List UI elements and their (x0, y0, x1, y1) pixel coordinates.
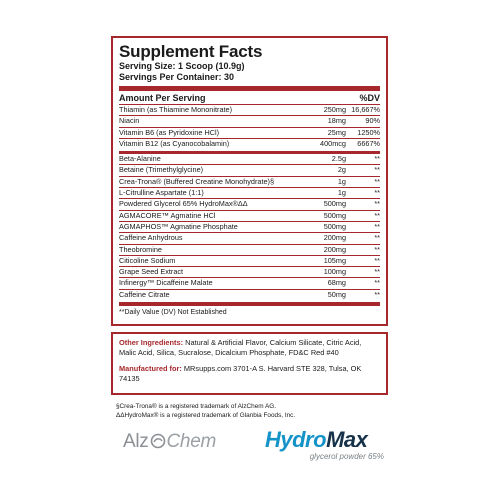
row-dv: ** (374, 244, 380, 254)
row-dv: 90% (365, 116, 380, 126)
row-dv: ** (374, 233, 380, 243)
facts-row (119, 289, 380, 300)
facts-row (119, 210, 380, 221)
facts-row (119, 221, 380, 232)
row-amount: 200mg (323, 244, 346, 254)
row-name: Beta-Alanine (119, 154, 161, 164)
row-name: Theobromine (119, 244, 162, 254)
facts-row (119, 104, 380, 115)
row-name: Niacin (119, 116, 140, 126)
row-amount: 50mg (327, 289, 346, 299)
other-ingredients-panel (111, 332, 388, 395)
facts-row (119, 266, 380, 277)
row-dv: 16,667% (351, 105, 380, 114)
row-name: Betaine (Trimethylglycine) (119, 165, 204, 175)
facts-row (119, 138, 380, 149)
trademark-notes (116, 402, 396, 420)
row-dv: ** (374, 221, 380, 231)
other-ingredients-label: Other Ingredients: (119, 338, 184, 347)
row-name: Grape Seed Extract (119, 267, 184, 277)
row-dv: ** (374, 210, 380, 220)
row-dv: 1250% (357, 127, 380, 137)
row-dv: ** (374, 289, 380, 299)
row-dv: ** (374, 165, 380, 175)
row-amount: 25mg (327, 127, 346, 137)
row-amount: 2.5g (331, 154, 346, 164)
row-dv: ** (374, 278, 380, 288)
row-name: Caffeine Anhydrous (119, 233, 183, 243)
row-amount: 500mg (323, 221, 346, 231)
row-name: AGMAPHOS™ Agmatine Phosphate (119, 221, 238, 231)
row-amount: 400mcg (320, 138, 346, 148)
row-name: Citicoline Sodium (119, 255, 176, 265)
row-name: Vitamin B6 (as Pyridoxine HCl) (119, 127, 220, 137)
amount-header: Amount Per Serving (119, 93, 206, 103)
row-name: Crea-Trona® (Buffered Creatine Monohydrate)§ (119, 176, 275, 186)
facts-row (119, 164, 380, 175)
alzchem-swirl-icon (150, 433, 166, 449)
facts-row (119, 244, 380, 255)
row-amount: 18mg (327, 116, 346, 126)
thick-divider (119, 86, 380, 91)
row-dv: ** (374, 255, 380, 265)
trademark-note-hydromax: ΔΔHydroMax® is a registered trademark of Glanbia Foods, Inc. (116, 412, 296, 419)
row-dv: ** (374, 188, 380, 198)
ingredient-list (119, 154, 380, 300)
facts-row (119, 255, 380, 266)
serving-size: Serving Size: 1 Scoop (10.9g) (119, 61, 245, 71)
row-amount: 500mg (323, 210, 346, 220)
trademark-note-creatrona: §Crea-Trona® is a registered trademark of AlzChem AG. (116, 403, 277, 410)
row-name: Thiamin (as Thiamine Mononitrate) (119, 105, 233, 114)
manufacturer-label: Manufactured for: (119, 363, 182, 373)
row-dv: ** (374, 154, 380, 164)
row-dv: ** (374, 176, 380, 186)
row-amount: 1g (337, 176, 346, 186)
facts-row (119, 127, 380, 138)
row-name: Powdered Glycerol 65% HydroMax®ΔΔ (119, 199, 248, 209)
hydromax-logo (265, 428, 390, 461)
facts-row (119, 277, 380, 288)
row-dv: 6667% (357, 138, 380, 148)
row-name: L-Citrulline Aspartate (1:1) (119, 188, 204, 198)
row-name: Vitamin B12 (as Cyanocobalamin) (119, 138, 230, 148)
facts-row (119, 198, 380, 209)
row-amount: 1g (337, 188, 346, 198)
row-amount: 250mg (323, 105, 346, 114)
other-ingredients (119, 338, 380, 359)
facts-row (119, 115, 380, 126)
other-ingredients-text: Natural & Artificial Flavor, Calcium Silicate, Citric Acid, Malic Acid, Silica, Sucralose, Dicalcium Phosphate, FD&C Red #40 (119, 338, 362, 358)
row-amount: 100mg (323, 267, 346, 277)
hydromax-subtitle: glycerol powder 65% (309, 452, 384, 461)
facts-row (119, 232, 380, 243)
row-amount: 68mg (327, 278, 346, 288)
row-amount: 200mg (323, 233, 346, 243)
manufacturer-text: MRsupps.com 3701-A S. Harvard STE 328, Tulsa, OK 74135 (119, 363, 362, 383)
alzchem-logo-text: Alz Chem (123, 431, 216, 452)
row-amount: 500mg (323, 199, 346, 209)
vitamin-list (119, 104, 380, 149)
dv-header: %DV (359, 93, 380, 103)
supplement-facts-panel (111, 36, 388, 326)
row-amount: 2g (337, 165, 346, 175)
alzchem-logo (123, 431, 216, 453)
row-amount: 105mg (323, 255, 346, 265)
row-dv: ** (374, 267, 380, 277)
facts-header-row (119, 93, 380, 104)
facts-row (119, 187, 380, 198)
row-name: Caffeine Citrate (119, 289, 170, 299)
facts-row (119, 176, 380, 187)
facts-title: Supplement Facts (119, 42, 263, 61)
hydromax-wordmark: HydroMax (265, 427, 368, 452)
row-name: Infinergy™ Dicaffeine Malate (119, 278, 213, 288)
dv-footnote: **Daily Value (DV) Not Established (119, 305, 380, 318)
facts-row (119, 154, 380, 164)
row-dv: ** (374, 199, 380, 209)
row-name: AGMACORE™ Agmatine HCl (119, 210, 216, 220)
servings-per-container: Servings Per Container: 30 (119, 72, 235, 82)
manufacturer (119, 364, 380, 385)
